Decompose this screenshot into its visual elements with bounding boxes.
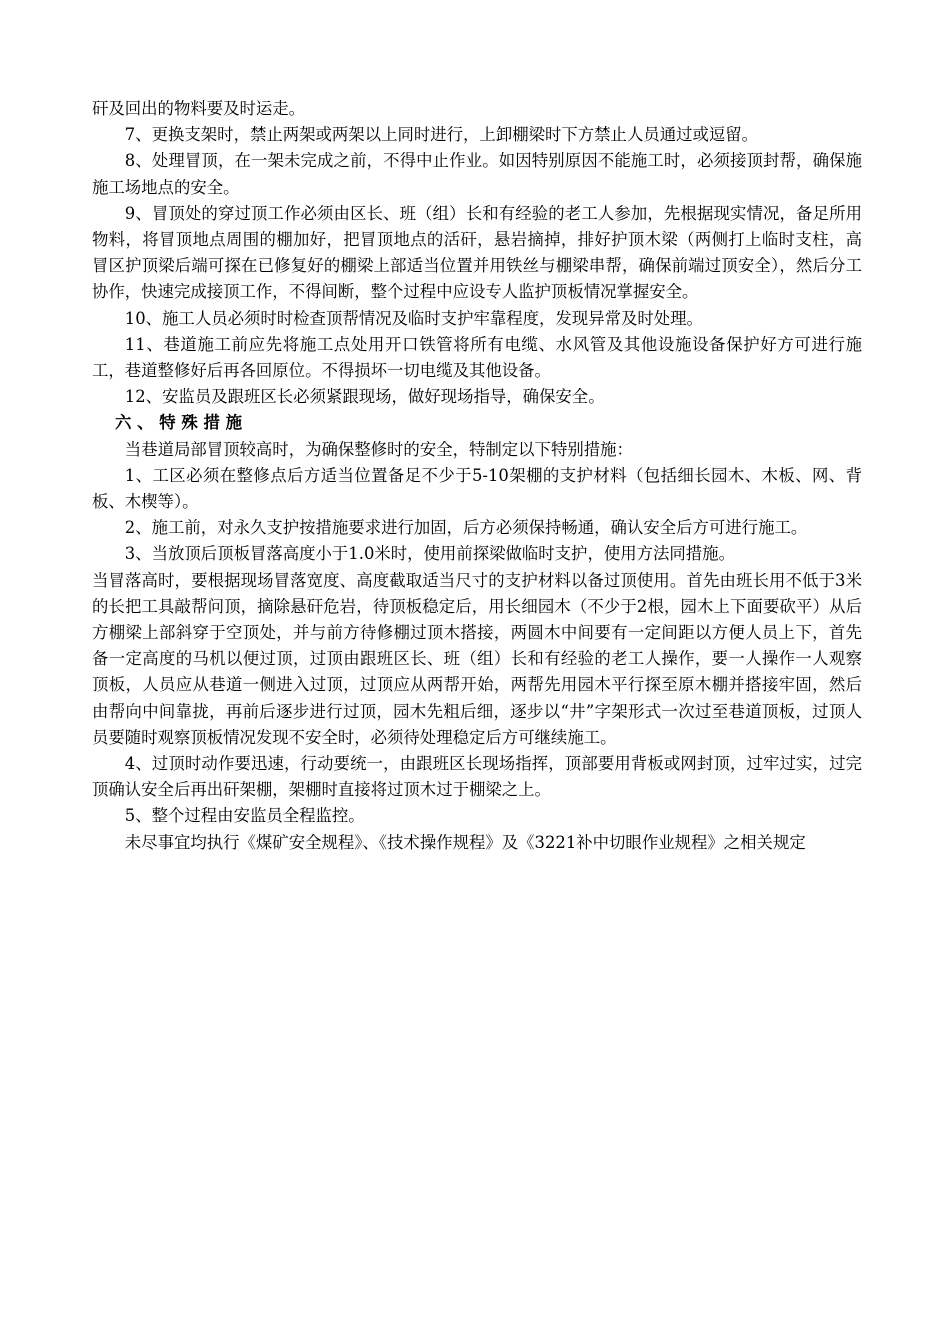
paragraph-item-10: 10、施工人员必须时时检查顶帮情况及临时支护牢靠程度，发现异常及时处理。 xyxy=(124,308,703,328)
measure-item-1: 1、工区必须在整修点后方适当位置备足不少于5-10架棚的支护材料（包括细长园木、木板、网、背板、木楔等）。 xyxy=(92,465,862,512)
paragraph-item-8: 8、处理冒顶，在一架未完成之前，不得中止作业。如因特别原因不能施工时，必须接顶封帮，确保施施工场地点的安全。 xyxy=(92,151,862,197)
paragraph-item-12: 12、安监员及跟班区长必须紧跟现场，做好现场指导，确保安全。 xyxy=(124,387,605,407)
section-heading: 六、特殊措施 xyxy=(114,413,248,433)
measure-item-3-continuation: 当冒落高时，要根据现场冒落宽度、高度截取适当尺寸的支护材料以备过顶使用。首先由班长用不低于3米的长把工具敲帮问顶，摘除悬矸危岩，待顶板稳定后，用长细园木（不少于2根，园木上下面要砍平）从后方棚梁上部斜穿于空顶处，并与前方待修棚过顶木搭接，两圆木中间要有一定间距以方便人员上下，首先备一定高度的马机以便过顶，过顶由跟班区长、班（组）长和有经验的老工人操作，要一人操作一人观察顶板，人员应从巷道一侧进入过顶，过顶应从两帮开始，两帮先用园木平行探至原木棚并搭接牢固，然后由帮向中间靠拢，再前后逐步进行过顶，园木先粗后细，逐步以“井”字架形式一次过至巷道顶板，过顶人员要随时观察顶板情况发现不安全时，必须待处理稳定后方可继续施工。 xyxy=(92,570,862,747)
measure-item-2: 2、施工前，对永久支护按措施要求进行加固，后方必须保持畅通，确认安全后方可进行施工。 xyxy=(124,518,808,538)
measure-item-5: 5、整个过程由安监员全程监控。 xyxy=(124,806,365,826)
section-intro: 当巷道局部冒顶较高时，为确保整修时的安全，特制定以下特别措施： xyxy=(124,439,633,459)
document-page xyxy=(92,96,862,856)
measure-item-3: 3、当放顶后顶板冒落高度小于1.0米时，使用前探梁做临时支护，使用方法同措施。 xyxy=(124,544,735,564)
paragraph-item-11: 11、巷道施工前应先将施工点处用开口铁管将所有电缆、水风管及其他设施设备保护好方可进行施工，巷道整修好后再各回原位。不得损坏一切电缆及其他设备。 xyxy=(92,334,862,381)
paragraph-item-7: 7、更换支架时，禁止两架或两架以上同时进行，上卸棚梁时下方禁止人员通过或逗留。 xyxy=(124,125,759,145)
paragraph-item-9: 9、冒顶处的穿过顶工作必须由区长、班（组）长和有经验的老工人参加，先根据现实情况，备足所用物料，将冒顶地点周围的棚加好，把冒顶地点的活矸，悬岩摘掉，排好护顶木梁（两侧打上临时支柱，高冒区护顶梁后端可探在已修复好的棚梁上部适当位置并用铁丝与棚梁串帮，确保前端过顶安全），然后分工协作，快速完成接顶工作，不得间断，整个过程中应设专人监护顶板情况掌握安全。 xyxy=(92,203,862,302)
measure-item-4: 4、过顶时动作要迅速，行动要统一，由跟班区长现场指挥，顶部要用背板或网封顶，过牢过实，过完顶确认安全后再出矸架棚，架棚时直接将过顶木过于棚梁之上。 xyxy=(92,754,862,800)
closing-note: 未尽事宜均执行《煤矿安全规程》、《技术操作规程》及《3221补中切眼作业规程》之相关规定 xyxy=(124,832,806,852)
paragraph-continuation: 矸及回出的物料要及时运走。 xyxy=(92,99,306,118)
